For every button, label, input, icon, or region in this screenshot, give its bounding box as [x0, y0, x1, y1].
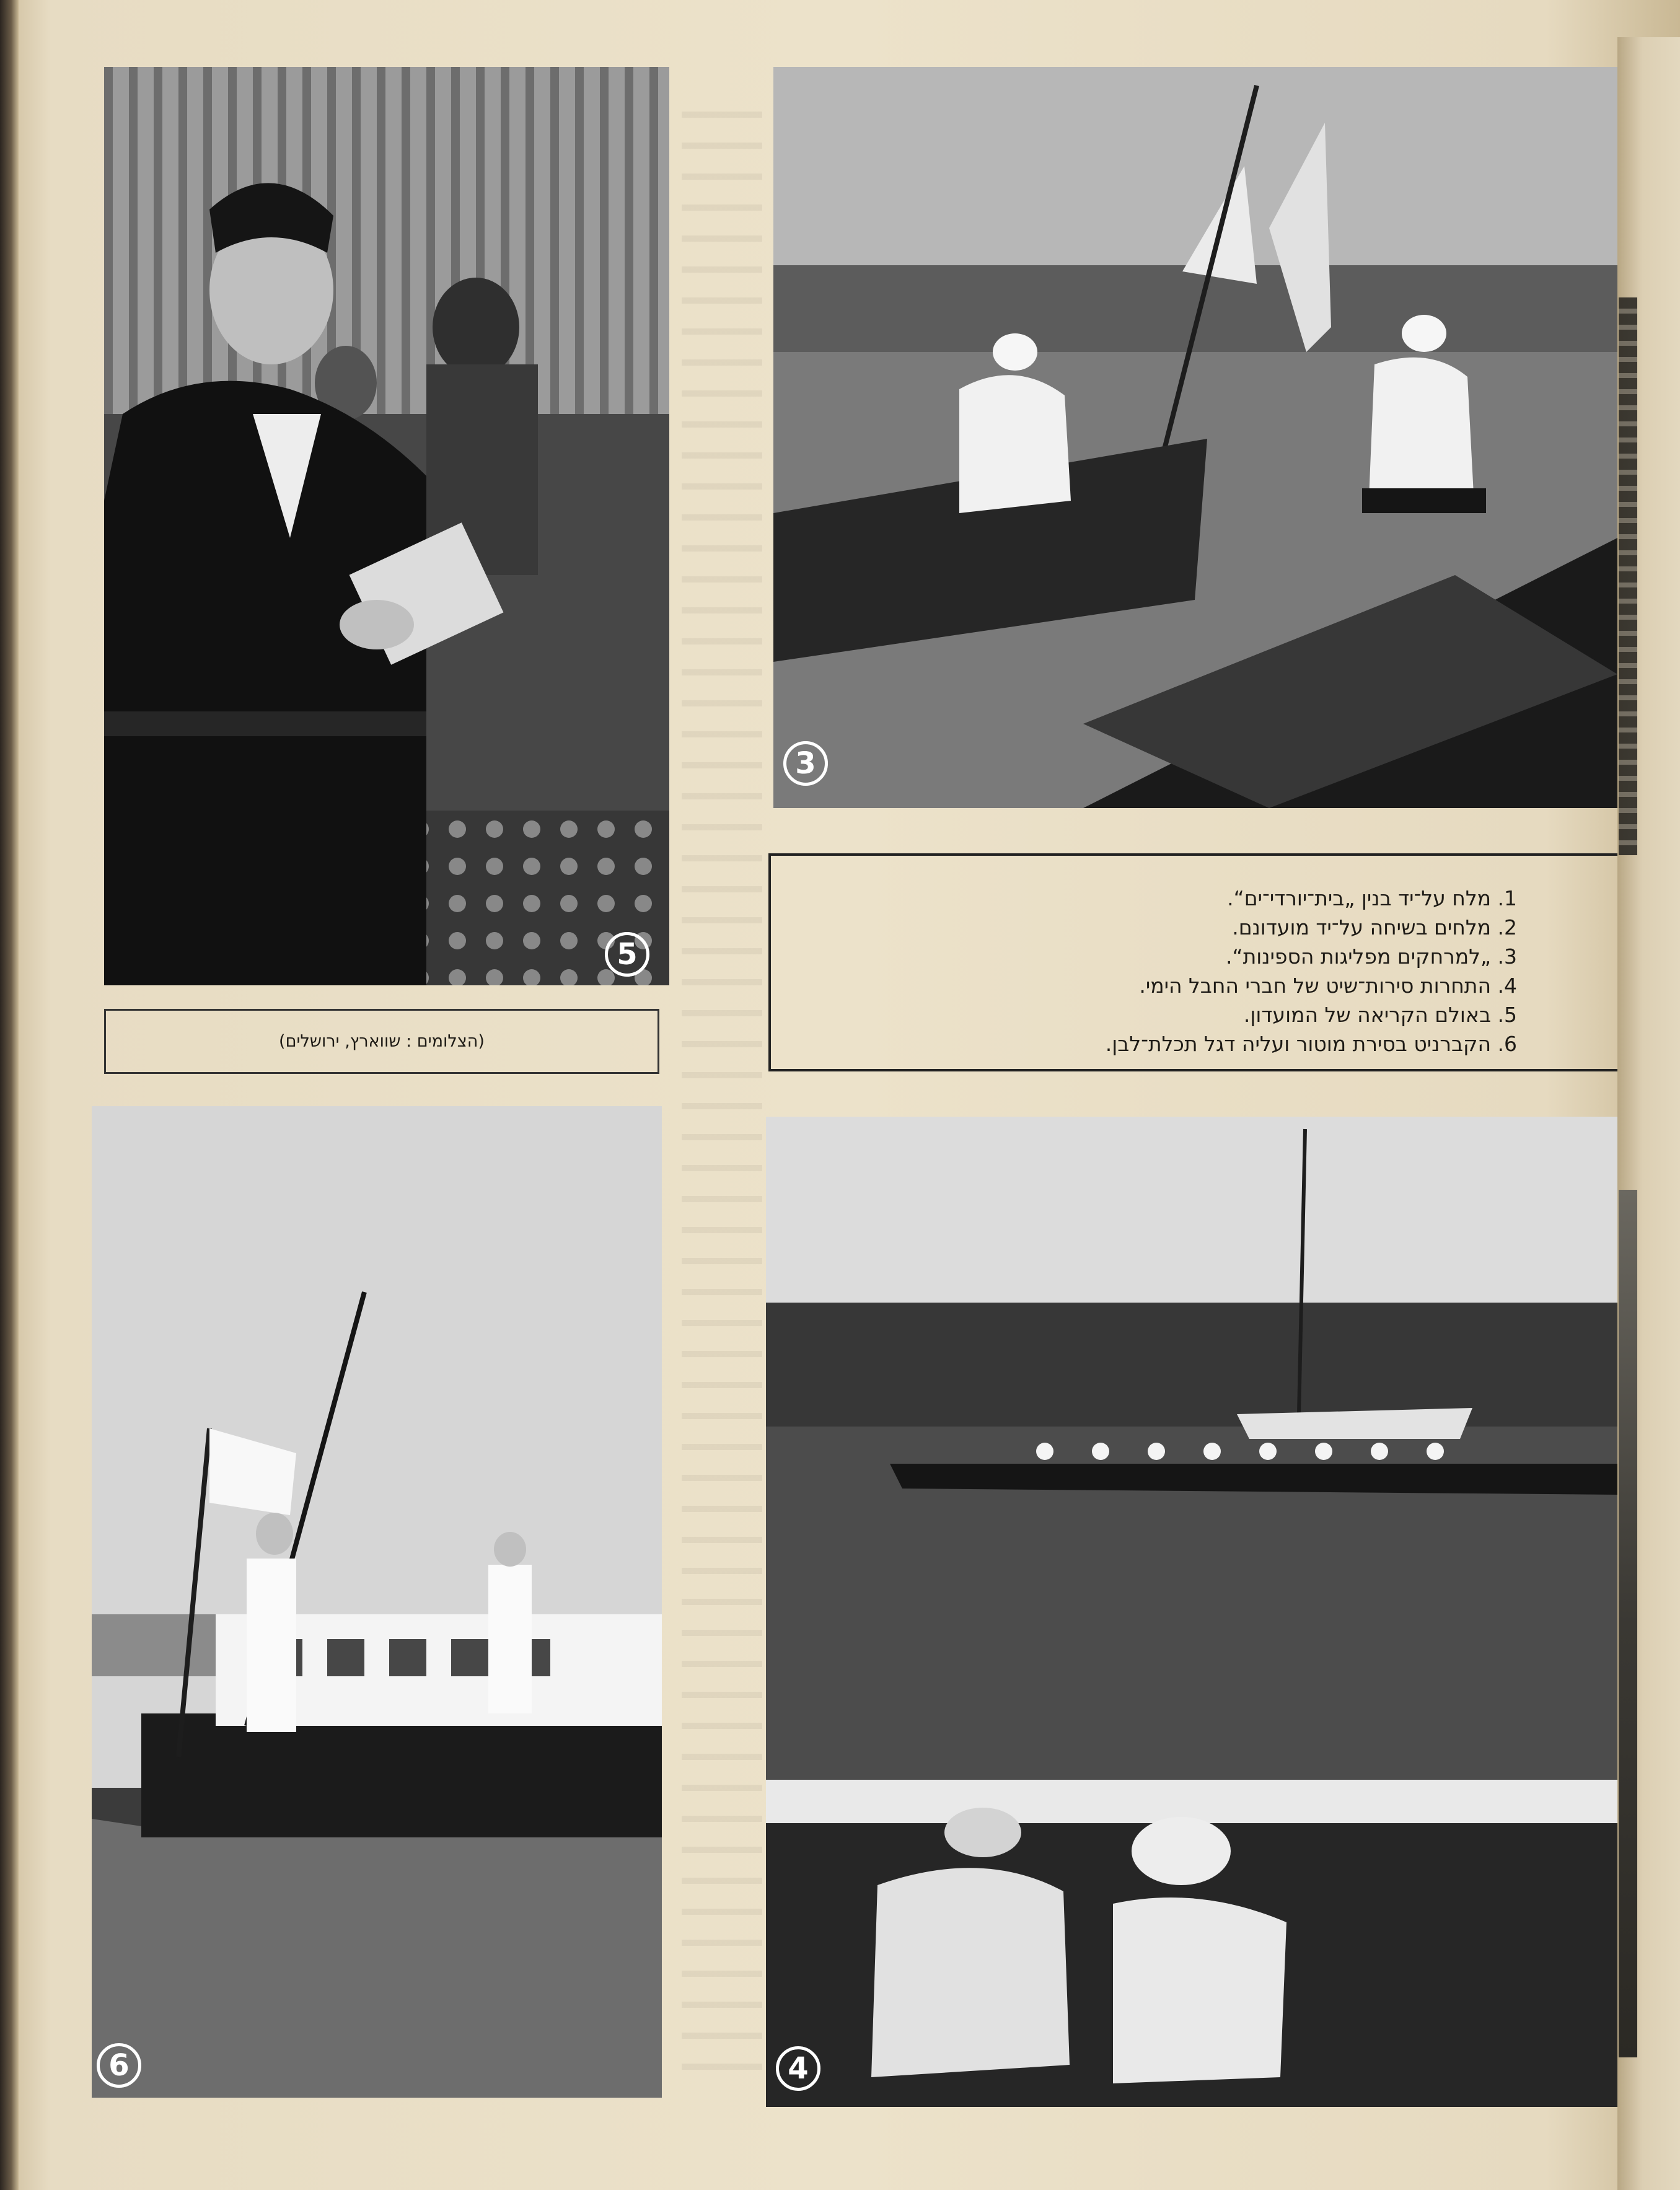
photo-number-badge: 4 — [776, 2046, 820, 2091]
photo-5-reading-room — [104, 67, 669, 985]
caption-list — [1106, 884, 1517, 1058]
caption-item: 4. התחרות סירות־שיט של חברי החבל הימי. — [1139, 974, 1517, 998]
photo-credit: (הצלומים : שווארץ, ירושלים) — [279, 1032, 485, 1051]
caption-item: 2. מלחים בשיחה על־יד מועדונם. — [1232, 915, 1517, 939]
caption-item: 6. הקברניט בסירת מוטור ועליה דגל תכלת־לבן. — [1105, 1032, 1517, 1056]
photo-5-image — [104, 67, 669, 985]
photo-number-badge: 3 — [783, 741, 828, 786]
caption-item: 3. „למרחקים מפליגות הספינות“. — [1226, 944, 1517, 969]
photo-credit-box — [104, 1009, 659, 1074]
photo-6-motorboat — [92, 1106, 662, 2098]
caption-box — [768, 853, 1668, 1071]
facing-page-photo-edge — [1619, 297, 1637, 855]
caption-item: 1. מלח על־יד בנין „בית־יורדי־ים“. — [1227, 886, 1517, 910]
photo-number-badge: 6 — [97, 2043, 141, 2088]
photo-4-rowing-race — [766, 1117, 1617, 2107]
photo-3-sailboats — [773, 67, 1617, 808]
photo-4-image — [766, 1117, 1617, 2107]
photo-6-image — [92, 1106, 662, 2098]
facing-page-photo-edge — [1619, 1190, 1637, 2057]
caption-item: 5. באולם הקריאה של המועדון. — [1243, 1003, 1517, 1027]
binding-gutter — [0, 0, 19, 2190]
show-through-text — [682, 112, 762, 2095]
photo-3-image — [773, 67, 1617, 808]
facing-page-edge — [1617, 37, 1680, 2190]
photo-number-badge: 5 — [605, 932, 649, 977]
